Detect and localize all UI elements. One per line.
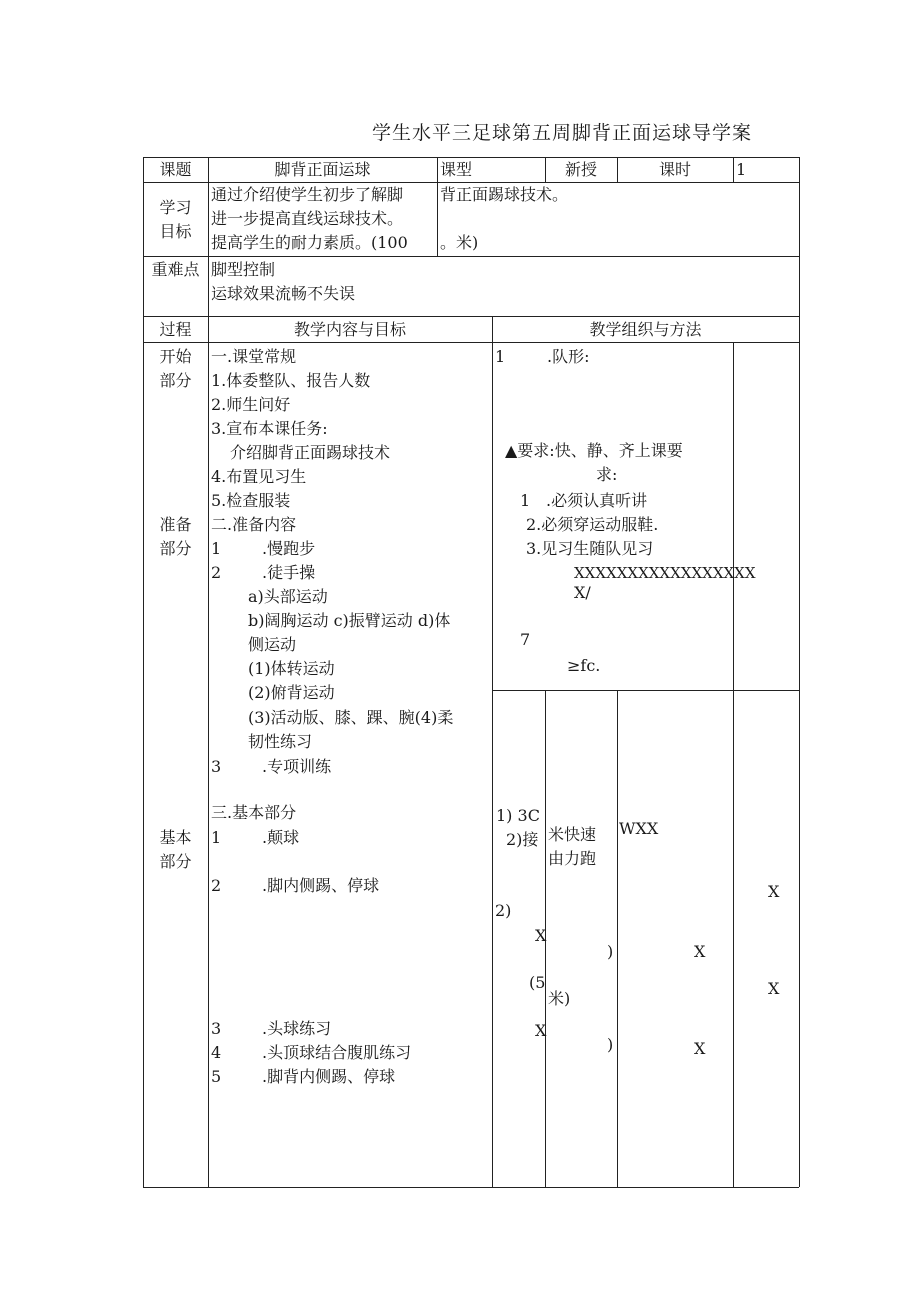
method-mark: X (694, 942, 706, 961)
type-value: 新授 (564, 160, 597, 179)
content-num: 2 (211, 563, 222, 582)
content-line: 一.课堂常规 (211, 347, 297, 366)
goals-line-1: 通过介绍使学生初步了解脚 (211, 185, 404, 204)
content-num: 4 (211, 1043, 222, 1062)
method-mark: 由力跑 (548, 849, 597, 868)
method-mark: X (694, 1039, 706, 1058)
method-rule: 2.必须穿运动服鞋. (526, 515, 659, 534)
method-mark: 2) (495, 901, 512, 920)
type-label: 课型 (440, 160, 473, 179)
content-num: 1 (211, 828, 222, 847)
content-line: 2.师生问好 (211, 395, 291, 414)
method-mark: 1) 3C (496, 806, 540, 825)
formation-x-row: XXXXXXXXXXXXXXXXX (574, 564, 756, 582)
hours-value: 1 (736, 160, 747, 179)
method-rule: .必须认真听讲 (546, 491, 648, 510)
content-item: .慢跑步 (262, 539, 316, 558)
content-sub: (1)体转运动 (248, 659, 335, 678)
goals-label-2: 目标 (159, 222, 192, 241)
method-mark: X (535, 926, 547, 945)
content-item: .徒手操 (262, 563, 316, 582)
method-mark: WXX (619, 819, 659, 838)
column-content: 教学内容与目标 (293, 320, 406, 339)
method-mark: ) (607, 1035, 614, 1054)
topic-label: 课题 (159, 160, 192, 179)
method-num: 1 (520, 491, 531, 510)
goals-label-1: 学习 (159, 198, 192, 217)
topic-value: 脚背正面运球 (274, 160, 371, 179)
content-num: 1 (211, 539, 222, 558)
content-sub: 韧性练习 (248, 732, 313, 751)
method-mark: X (768, 882, 780, 901)
method-requirement-cont: 求: (596, 465, 618, 484)
column-method: 教学组织与方法 (589, 320, 702, 339)
content-item: .脚内侧踢、停球 (262, 876, 380, 895)
content-num: 2 (211, 876, 222, 895)
content-item: .颠球 (262, 828, 300, 847)
content-line: 5.检查服装 (211, 491, 291, 510)
keypoint-2: 运球效果流畅不失误 (211, 284, 356, 303)
phase-basic-2: 部分 (159, 852, 192, 871)
content-line: 二.准备内容 (211, 515, 297, 534)
method-mark: 2)接 (506, 830, 539, 849)
content-sub: b)阔胸运动 c)振臂运动 d)体 (248, 611, 451, 630)
column-process: 过程 (159, 320, 192, 339)
keypoint-1: 脚型控制 (211, 260, 276, 279)
content-line: 1.体委整队、报告人数 (211, 371, 371, 390)
method-rule: 3.见习生随队见习 (526, 539, 654, 558)
method-mark: 米) (548, 989, 571, 1008)
method-mark: 7 (520, 630, 531, 649)
content-line: 介绍脚背正面踢球技术 (230, 443, 391, 462)
content-sub: (2)俯背运动 (248, 683, 335, 702)
method-mark: X (535, 1021, 547, 1040)
content-num: 5 (211, 1067, 222, 1086)
formation-x-slash: X/ (574, 583, 591, 602)
content-line: 4.布置见习生 (211, 467, 307, 486)
goals-line-3-cont: 。米) (440, 233, 479, 252)
method-requirement: ▲要求:快、静、齐上课要 (505, 441, 683, 460)
document-title: 学生水平三足球第五周脚背正面运球导学案 (372, 122, 753, 144)
content-line: 3.宣布本课任务: (211, 419, 328, 438)
phase-start-2: 部分 (159, 371, 192, 390)
content-sub: a)头部运动 (248, 587, 328, 606)
method-mark: ≥fc. (567, 656, 601, 675)
phase-start-1: 开始 (159, 347, 192, 366)
content-sub: 侧运动 (248, 635, 297, 654)
content-item: .脚背内侧踢、停球 (262, 1067, 396, 1086)
method-mark: ) (607, 942, 614, 961)
content-num: 3 (211, 1019, 222, 1038)
content-heading: 三.基本部分 (211, 803, 297, 822)
content-item: .专项训练 (262, 757, 332, 776)
phase-prep-2: 部分 (159, 539, 192, 558)
goals-line-2: 进一步提高直线运球技术。 (211, 209, 404, 228)
method-num: 1 (495, 347, 506, 366)
goals-line-3: 提高学生的耐力素质。(100 (211, 233, 408, 252)
goals-line-1-cont: 背正面踢球技术。 (440, 185, 569, 204)
phase-basic-1: 基本 (159, 828, 192, 847)
hours-label: 课时 (658, 160, 691, 179)
keypoints-label: 重难点 (151, 260, 200, 279)
content-sub: (3)活动版、膝、踝、腕(4)柔 (248, 708, 454, 727)
content-item: .头顶球结合腹肌练习 (262, 1043, 412, 1062)
method-mark: (5 (529, 973, 546, 992)
method-mark: 米快速 (548, 825, 597, 844)
method-mark: X (768, 979, 780, 998)
phase-prep-1: 准备 (159, 515, 192, 534)
content-item: .头球练习 (262, 1019, 332, 1038)
content-num: 3 (211, 757, 222, 776)
method-formation: .队形: (547, 347, 590, 366)
